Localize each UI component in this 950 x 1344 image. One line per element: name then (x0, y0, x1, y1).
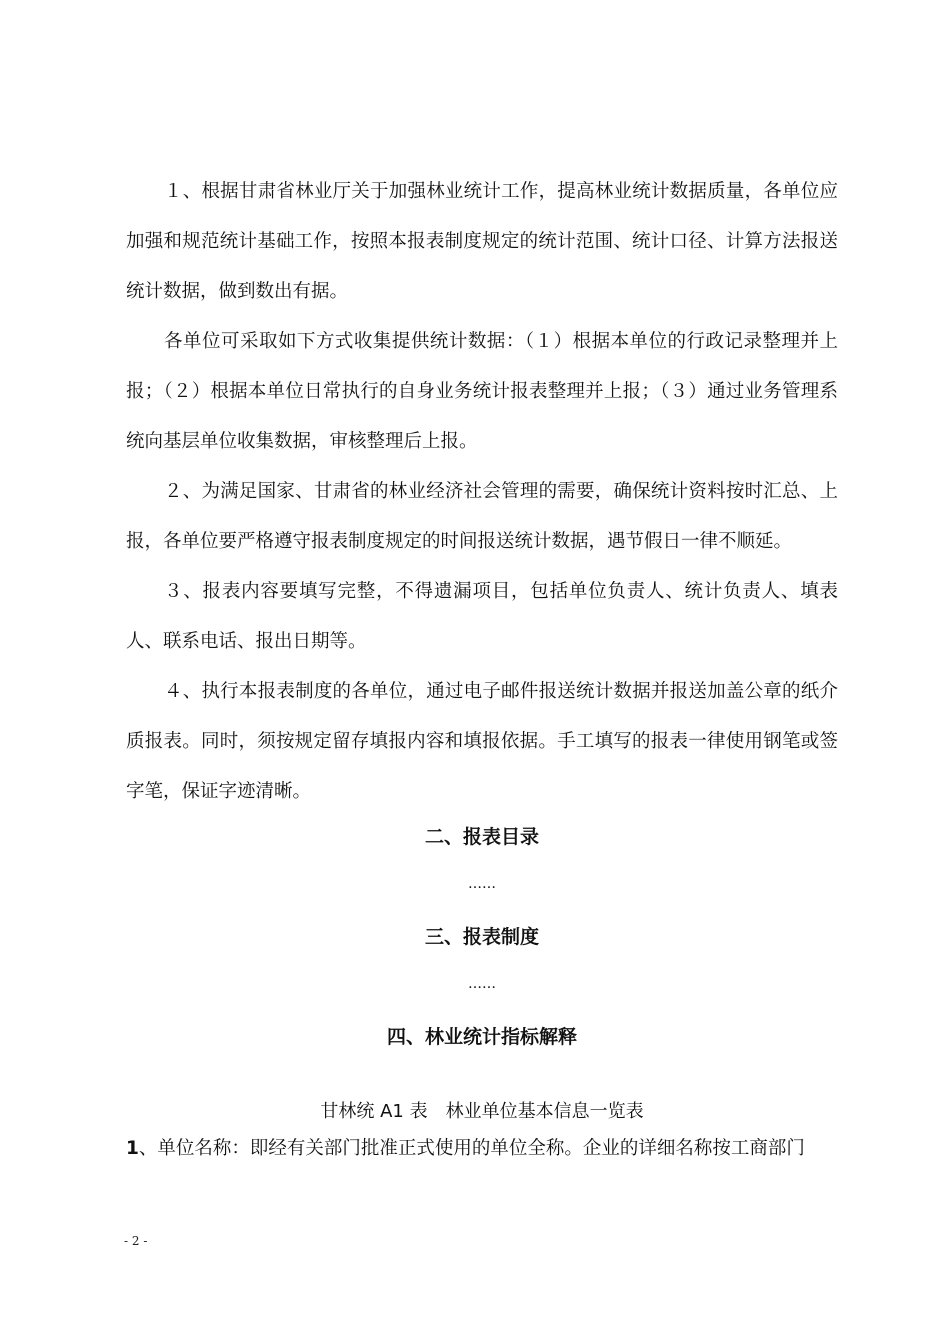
page-number: - 2 - (124, 1234, 148, 1248)
paragraph-4: ３、报表内容要填写完整，不得遗漏项目，包括单位负责人、统计负责人、填表人、联系电话、报出日期等。 (126, 581, 838, 652)
paragraph-5: ４、执行本报表制度的各单位，通过电子邮件报送统计数据并报送加盖公章的纸介质报表。同时，须按规定留存填报内容和填报依据。手工填写的报表一律使用钢笔或签字笔，保证字迹清晰。 (126, 681, 838, 802)
paragraph-3: ２、为满足国家、甘肃省的林业经济社会管理的需要，确保统计资料按时汇总、上报，各单位要严格遵守报表制度规定的时间报送统计数据，遇节假日一律不顺延。 (126, 481, 838, 552)
ellipsis-2: …… (468, 976, 496, 992)
section-heading-report-system: 三、报表制度 (424, 926, 539, 948)
definition-item-1 (126, 1124, 846, 1174)
table-title: 甘林统 A1 表 林业单位基本信息一览表 (320, 1101, 644, 1122)
item-number: 1 (126, 1138, 139, 1159)
item-text: 、单位名称：即经有关部门批准正式使用的单位全称。企业的详细名称按工商部门 (138, 1138, 805, 1159)
ellipsis-1: …… (468, 876, 496, 892)
section-heading-indicator-explanation: 四、林业统计指标解释 (386, 1026, 577, 1048)
paragraph-2: 各单位可采取如下方式收集提供统计数据：（１）根据本单位的行政记录整理并上报；（２）根据本单位日常执行的自身业务统计报表整理并上报；（３）通过业务管理系统向基层单位收集数据，审核整理后上报。 (126, 331, 838, 452)
section-heading-report-catalog: 二、报表目录 (424, 826, 539, 848)
paragraph-1: １、根据甘肃省林业厅关于加强林业统计工作，提高林业统计数据质量，各单位应加强和规范统计基础工作，按照本报表制度规定的统计范围、统计口径、计算方法报送统计数据，做到数出有据。 (126, 181, 838, 302)
